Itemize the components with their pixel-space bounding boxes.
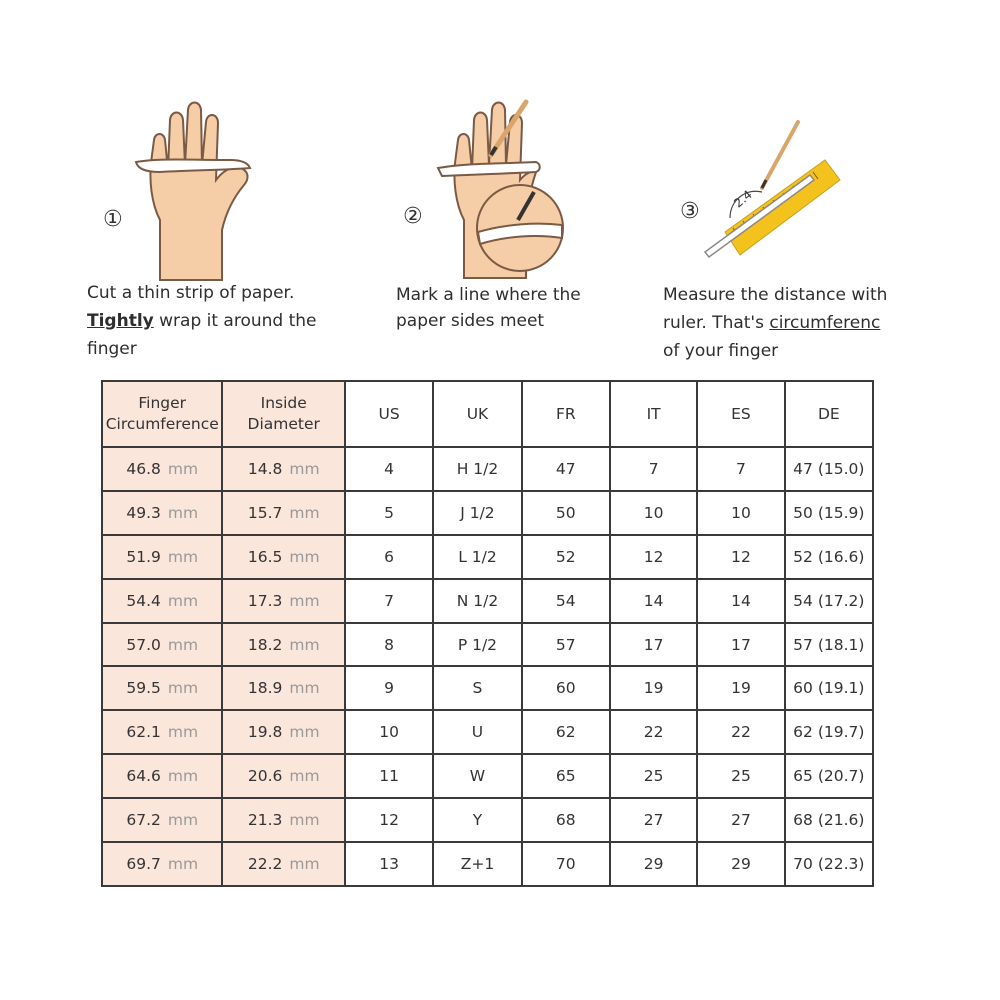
cell-value: 29 [731, 855, 751, 873]
cell-circumference [102, 535, 222, 579]
table-row [102, 447, 873, 491]
cell-value: 22 [731, 723, 751, 742]
cell-value: Y [472, 811, 483, 830]
cell-fr [522, 491, 610, 535]
cell-us [345, 579, 433, 623]
cell-it [610, 623, 697, 667]
caption-text: ruler. That's [663, 313, 770, 333]
cell-fr [522, 754, 610, 798]
cell-fr [522, 623, 610, 667]
cell-value: 49.3 [126, 503, 161, 522]
ruler-measure-illustration [700, 120, 850, 260]
cell-us [345, 491, 433, 535]
header-text: Circumference [105, 415, 219, 433]
ring-size-table [101, 380, 874, 887]
cell-diameter [222, 447, 344, 491]
unit-label: mm [289, 591, 320, 610]
cell-value: 54 [555, 591, 576, 610]
caption-line: paper sides meet [396, 311, 545, 331]
cell-uk [433, 798, 521, 842]
header-us: US [345, 381, 433, 447]
cell-value: 15.7 [247, 503, 283, 522]
cell-circumference [102, 710, 222, 754]
cell-uk [433, 535, 521, 579]
cell-value: 68 (21.6) [793, 811, 865, 830]
header-text: Finger [138, 394, 187, 412]
cell-value: 19 [731, 679, 751, 698]
cell-value: 13 [379, 855, 399, 873]
header-finger-circumference [102, 381, 222, 447]
table-row [102, 798, 873, 842]
cell-value: W [469, 767, 486, 786]
cell-value: 18.9 [247, 679, 283, 698]
cell-value: 6 [384, 547, 395, 566]
cell-value: 64.6 [126, 767, 161, 786]
step-2-caption [396, 282, 581, 334]
cell-value: 57 (18.1) [793, 635, 865, 654]
cell-value: H 1/2 [456, 459, 499, 478]
cell-es [697, 798, 784, 842]
cell-value: 7 [648, 459, 659, 478]
unit-label: mm [167, 547, 199, 566]
unit-label: mm [289, 811, 320, 830]
cell-circumference [102, 491, 222, 535]
cell-de [785, 710, 873, 754]
cell-value: 27 [731, 811, 751, 830]
header-uk: UK [433, 381, 521, 447]
emphasis-text: Tightly [87, 311, 154, 331]
cell-value: 62.1 [126, 723, 161, 742]
cell-value: 12 [643, 547, 664, 566]
cell-value: 60 (19.1) [793, 679, 865, 698]
cell-diameter [222, 798, 344, 842]
cell-fr [522, 710, 610, 754]
cell-value: 70 (22.3) [793, 855, 865, 873]
unit-label: mm [167, 679, 199, 698]
cell-de [785, 535, 873, 579]
cell-value: 65 [555, 767, 576, 786]
cell-value: 20.6 [247, 767, 283, 786]
cell-us [345, 447, 433, 491]
cell-value: 54 (17.2) [793, 591, 865, 610]
cell-circumference [102, 798, 222, 842]
cell-us [345, 623, 433, 667]
cell-value: 62 [555, 723, 576, 742]
cell-value: 21.3 [247, 811, 283, 830]
cell-value: 19 [643, 679, 664, 698]
step-3-caption [663, 281, 887, 365]
cell-value: 67.2 [126, 811, 161, 830]
cell-fr [522, 579, 610, 623]
cell-value: 19.8 [247, 723, 283, 742]
cell-value: 8 [384, 635, 395, 654]
cell-value: 14 [643, 591, 664, 610]
cell-value: 52 [555, 547, 576, 566]
cell-it [610, 710, 697, 754]
cell-value: 22.2 [247, 855, 283, 873]
cell-value: 10 [643, 503, 664, 522]
cell-value: 46.8 [126, 459, 161, 478]
cell-fr [522, 798, 610, 842]
cell-value: 62 (19.7) [793, 723, 865, 742]
cell-value: 10 [731, 503, 751, 522]
cell-value: 59.5 [126, 679, 161, 698]
unit-label: mm [167, 503, 199, 522]
cell-value: 18.2 [247, 635, 283, 654]
cell-value: U [471, 723, 484, 742]
cell-es [697, 710, 784, 754]
cell-it [610, 447, 697, 491]
cell-it [610, 579, 697, 623]
cell-value: 12 [379, 811, 399, 830]
header-es: ES [697, 381, 784, 447]
cell-us [345, 798, 433, 842]
cell-es [697, 842, 784, 886]
cell-value: 10 [379, 723, 399, 742]
header-inside-diameter [222, 381, 344, 447]
cell-uk [433, 447, 521, 491]
unit-label: mm [289, 855, 320, 873]
unit-label: mm [289, 459, 320, 478]
unit-label: mm [167, 723, 199, 742]
table-row [102, 491, 873, 535]
cell-value: 57.0 [126, 635, 161, 654]
cell-us [345, 842, 433, 886]
cell-value: 50 [555, 503, 576, 522]
step-number: ② [403, 204, 423, 229]
cell-uk [433, 491, 521, 535]
cell-value: 12 [731, 547, 751, 566]
unit-label: mm [167, 591, 199, 610]
hand-wrap-paper-illustration [130, 100, 270, 280]
unit-label: mm [289, 547, 320, 566]
cell-value: 5 [384, 503, 395, 522]
cell-circumference [102, 666, 222, 710]
caption-line: Mark a line where the [396, 285, 581, 305]
cell-value: N 1/2 [456, 591, 499, 610]
cell-de [785, 842, 873, 886]
cell-value: 70 [555, 855, 576, 873]
cell-it [610, 666, 697, 710]
table-row [102, 535, 873, 579]
cell-uk [433, 623, 521, 667]
cell-es [697, 447, 784, 491]
cell-es [697, 579, 784, 623]
unit-label: mm [167, 459, 199, 478]
cell-value: 68 [555, 811, 576, 830]
cell-uk [433, 666, 521, 710]
cell-de [785, 623, 873, 667]
cell-es [697, 754, 784, 798]
cell-value: 57 [555, 635, 576, 654]
cell-circumference [102, 623, 222, 667]
cell-fr [522, 666, 610, 710]
cell-value: S [472, 679, 483, 698]
cell-value: 50 (15.9) [793, 503, 865, 522]
cell-value: 47 [555, 459, 576, 478]
table-header-row [102, 381, 873, 447]
table-row [102, 579, 873, 623]
unit-label: mm [289, 723, 320, 742]
caption-line: Cut a thin strip of paper. [87, 283, 295, 303]
cell-it [610, 798, 697, 842]
unit-label: mm [167, 635, 199, 654]
cell-value: 29 [643, 855, 664, 873]
caption-line [87, 307, 317, 335]
ruler-mark-label: 2.4 [731, 187, 755, 211]
header-de: DE [785, 381, 873, 447]
header-it: IT [610, 381, 697, 447]
cell-value: 17 [643, 635, 664, 654]
cell-value: 14 [731, 591, 751, 610]
cell-es [697, 623, 784, 667]
cell-diameter [222, 754, 344, 798]
cell-value: 65 (20.7) [793, 767, 865, 786]
cell-it [610, 842, 697, 886]
underlined-text: circumferenc [769, 313, 881, 333]
cell-uk [433, 842, 521, 886]
cell-us [345, 535, 433, 579]
unit-label: mm [167, 855, 199, 873]
cell-value: 27 [643, 811, 664, 830]
cell-it [610, 535, 697, 579]
cell-circumference [102, 579, 222, 623]
cell-value: 17 [731, 635, 751, 654]
header-text: Diameter [247, 415, 320, 433]
cell-de [785, 447, 873, 491]
cell-circumference [102, 447, 222, 491]
cell-value: 25 [731, 767, 751, 786]
cell-value: Z+1 [460, 855, 495, 873]
cell-diameter [222, 623, 344, 667]
cell-us [345, 666, 433, 710]
unit-label: mm [289, 679, 320, 698]
hand-mark-line-illustration [436, 100, 566, 280]
unit-label: mm [167, 811, 199, 830]
cell-es [697, 666, 784, 710]
unit-label: mm [289, 635, 320, 654]
cell-value: 14.8 [247, 459, 283, 478]
cell-value: 25 [643, 767, 664, 786]
cell-value: 17.3 [247, 591, 283, 610]
step-number: ③ [680, 199, 700, 224]
caption-line: finger [87, 339, 137, 359]
cell-it [610, 754, 697, 798]
cell-fr [522, 447, 610, 491]
cell-value: 11 [379, 767, 399, 786]
cell-es [697, 535, 784, 579]
caption-line: Measure the distance with [663, 285, 888, 305]
cell-de [785, 798, 873, 842]
cell-value: 60 [555, 679, 576, 698]
cell-us [345, 710, 433, 754]
cell-value: 9 [384, 679, 395, 698]
caption-text: wrap it around the [153, 311, 317, 331]
unit-label: mm [289, 503, 320, 522]
cell-value: 16.5 [247, 547, 283, 566]
cell-diameter [222, 579, 344, 623]
cell-value: 4 [384, 459, 395, 478]
cell-circumference [102, 754, 222, 798]
cell-uk [433, 579, 521, 623]
cell-value: L 1/2 [458, 547, 497, 566]
cell-value: 7 [384, 591, 395, 610]
cell-value: 22 [643, 723, 664, 742]
cell-de [785, 666, 873, 710]
cell-value: 69.7 [126, 855, 161, 873]
cell-diameter [222, 710, 344, 754]
caption-line: of your finger [663, 341, 779, 361]
cell-circumference [102, 842, 222, 886]
cell-fr [522, 842, 610, 886]
cell-diameter [222, 535, 344, 579]
cell-value: 51.9 [126, 547, 161, 566]
table-body [102, 447, 873, 886]
table-row [102, 842, 873, 886]
cell-es [697, 491, 784, 535]
cell-us [345, 754, 433, 798]
cell-de [785, 754, 873, 798]
cell-value: P 1/2 [457, 635, 498, 654]
step-1-caption [87, 279, 317, 363]
table-row [102, 754, 873, 798]
unit-label: mm [167, 767, 199, 786]
cell-value: J 1/2 [460, 503, 495, 522]
cell-value: 54.4 [126, 591, 161, 610]
caption-line [663, 309, 887, 337]
cell-de [785, 579, 873, 623]
cell-de [785, 491, 873, 535]
cell-diameter [222, 491, 344, 535]
table-row [102, 666, 873, 710]
cell-diameter [222, 666, 344, 710]
unit-label: mm [289, 767, 320, 786]
table-row [102, 623, 873, 667]
cell-value: 52 (16.6) [793, 547, 865, 566]
cell-it [610, 491, 697, 535]
cell-uk [433, 754, 521, 798]
cell-diameter [222, 842, 344, 886]
header-text: Inside [260, 394, 307, 412]
cell-uk [433, 710, 521, 754]
table-row [102, 710, 873, 754]
header-fr: FR [522, 381, 610, 447]
cell-value: 47 (15.0) [793, 459, 865, 478]
cell-fr [522, 535, 610, 579]
step-number: ① [103, 207, 123, 232]
cell-value: 7 [736, 459, 746, 478]
